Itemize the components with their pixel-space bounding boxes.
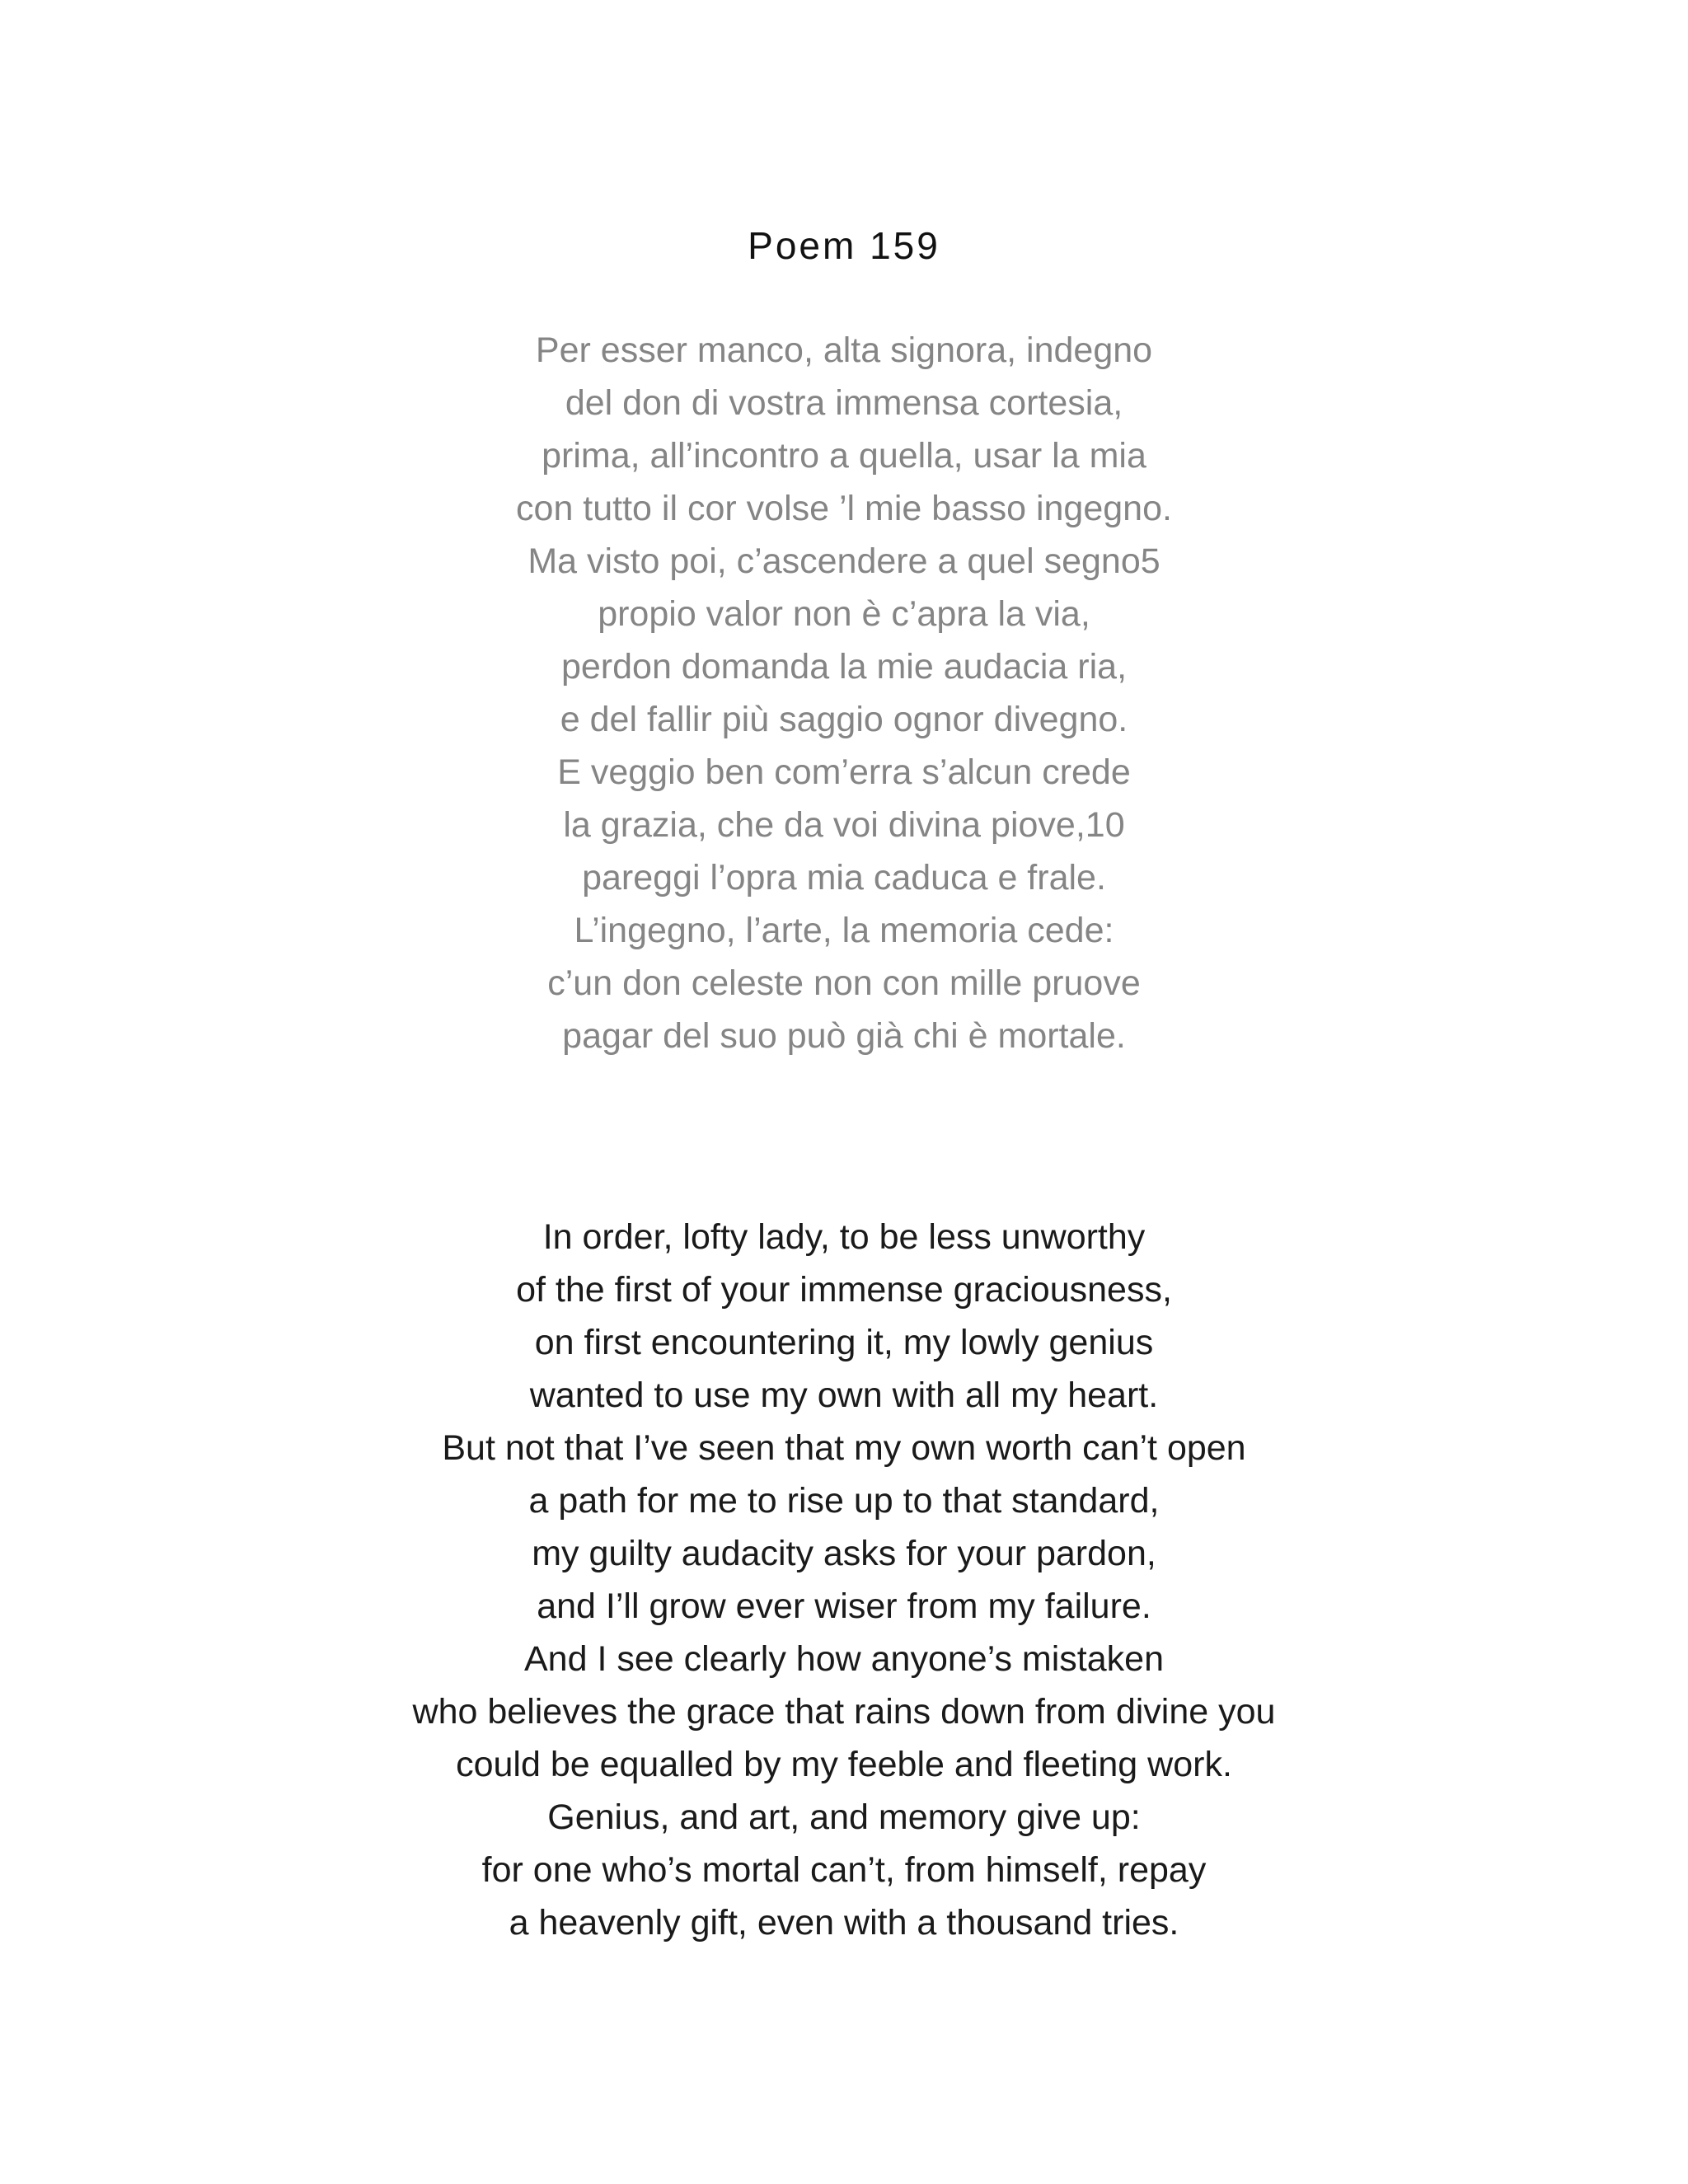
italian-line: prima, all’incontro a quella, usar la mia — [542, 436, 1146, 476]
english-line: a heavenly gift, even with a thousand tries. — [509, 1903, 1179, 1943]
italian-line: del don di vostra immensa cortesia, — [565, 383, 1123, 423]
english-translation-text — [0, 1211, 1688, 1949]
italian-line: L’ingegno, l’arte, la memoria cede: — [574, 911, 1114, 950]
italian-line: la grazia, che da voi divina piove,10 — [563, 805, 1125, 845]
italian-line: pareggi l’opra mia caduca e frale. — [582, 858, 1106, 898]
english-line: a path for me to rise up to that standard, — [528, 1481, 1160, 1521]
english-line: But not that I’ve seen that my own worth can’t open — [442, 1428, 1246, 1468]
italian-line: con tutto il cor volse ’l mie basso ingegno. — [516, 489, 1172, 528]
italian-line: c’un don celeste non con mille pruove — [547, 963, 1141, 1003]
italian-line: propio valor non è c’apra la via, — [598, 594, 1090, 634]
poem-title: Poem 159 — [748, 224, 940, 267]
english-line: And I see clearly how anyone’s mistaken — [523, 1639, 1164, 1679]
english-line: of the first of your immense graciousness, — [516, 1270, 1172, 1310]
english-line: wanted to use my own with all my heart. — [529, 1376, 1159, 1415]
italian-line: Ma visto poi, c’ascendere a quel segno5 — [528, 541, 1160, 581]
english-line: Genius, and art, and memory give up: — [547, 1797, 1141, 1837]
italian-line: E veggio ben com’erra s’alcun crede — [557, 752, 1131, 792]
english-line: my guilty audacity asks for your pardon, — [532, 1534, 1156, 1573]
italian-line: pagar del suo può già chi è mortale. — [562, 1016, 1126, 1056]
italian-line: perdon domanda la mie audacia ria, — [560, 647, 1128, 687]
italian-line: e del fallir più saggio ognor divegno. — [560, 700, 1128, 739]
english-line: In order, lofty lady, to be less unworthy — [542, 1217, 1146, 1257]
english-line: for one who’s mortal can’t, from himself, repay — [481, 1850, 1207, 1890]
english-line: could be equalled by my feeble and fleeting work. — [456, 1745, 1232, 1784]
italian-poem-text — [0, 324, 1688, 1062]
english-line: on first encountering it, my lowly genius — [534, 1323, 1154, 1362]
english-line: and I’ll grow ever wiser from my failure. — [537, 1586, 1151, 1626]
english-line: who believes the grace that rains down from divine you — [412, 1692, 1276, 1732]
italian-line: Per esser manco, alta signora, indegno — [535, 330, 1153, 370]
